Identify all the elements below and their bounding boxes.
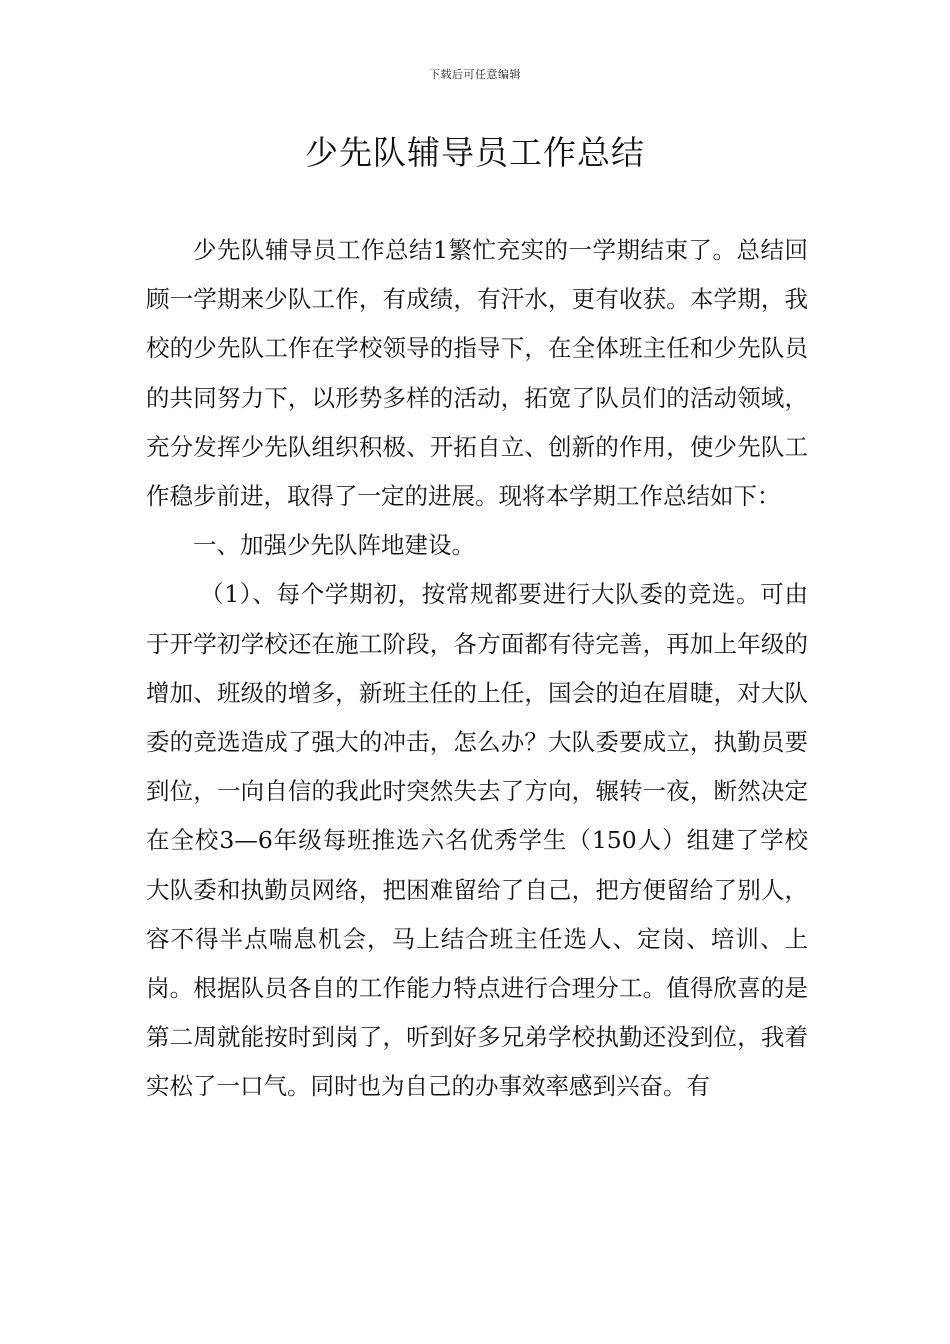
document-title: 少先队辅导员工作总结 (305, 133, 645, 172)
body-paragraph: （1）、每个学期初，按常规都要进行大队委的竞选。可由于开学初学校还在施工阶段，各方面都有待完善，再加上年级的增加、班级的增多，新班主任的上任，国会的迫在眉睫，对大队委的竞选造成了强大的冲击，怎么办？大队委要成立，执勤员要到位，一向自信的我此时突然失去了方向，辗转一夜，断然决定在全校3—6年级每班推选六名优秀学生（150人）组建了学校大队委和执勤员网络，把困难留给了自己，把方便留给了别人，容不得半点喘息机会，马上结合班主任选人、定岗、培训、上岗。根据队员各自的工作能力特点进行合理分工。值得欣喜的是第二周就能按时到岗了，听到好多兄弟学校执勤还没到位，我着实松了一口气。同时也为自己的办事效率感到兴奋。有 (146, 580, 808, 1101)
intro-paragraph: 少先队辅导员工作总结1繁忙充实的一学期结束了。总结回顾一学期来少队工作，有成绩，有汗水，更有收获。本学期，我校的少先队工作在学校领导的指导下，在全体班主任和少先队员的共同努力下，以形势多样的活动，拓宽了队员们的活动领域，充分发挥少先队组织积极、开拓自立、创新的作用，使少先队工作稳步前进，取得了一定的进展。现将本学期工作总结如下： (146, 236, 808, 511)
document-body (146, 226, 808, 1112)
header-note: 下载后可任意编辑 (429, 68, 521, 81)
section-heading: 一、加强少先队阵地建设。 (193, 531, 475, 560)
